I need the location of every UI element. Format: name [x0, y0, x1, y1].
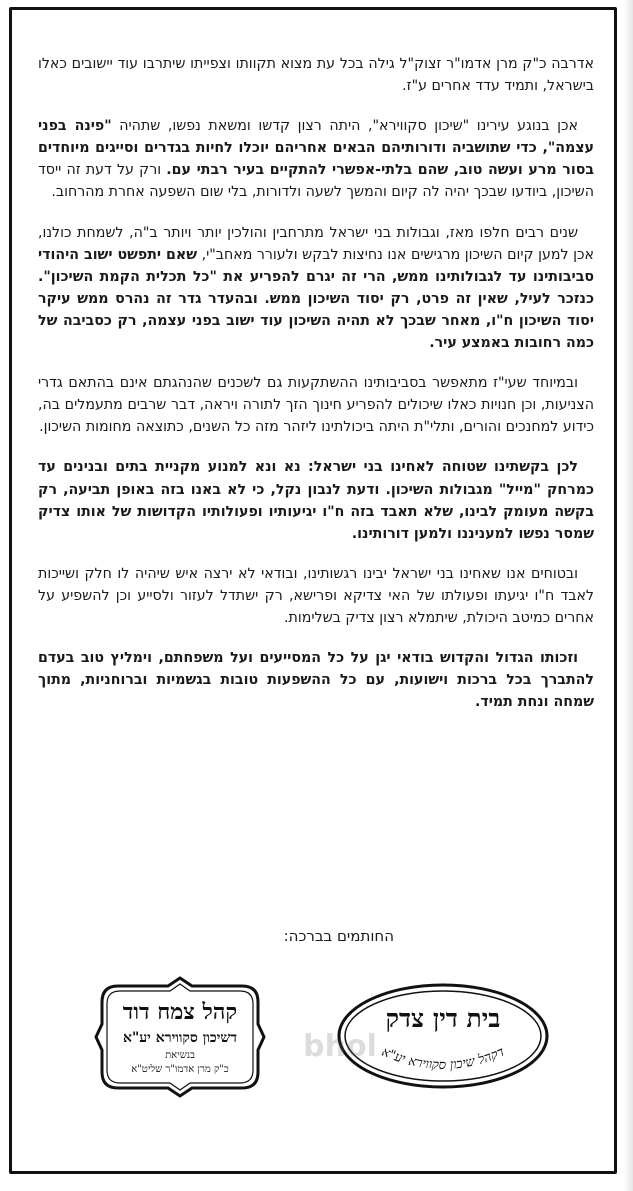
- paragraph-2-bold: "פינה בפני עצמה", כדי שתושביה ודורותיהם הבאים אחריהם יוכלו לחיות בגדרים וסייגים מיוחדים בסור מרע ועשה טוב, שהם בלתי-אפשרי להתקיים בעיר רבתי עם.: [38, 118, 594, 179]
- kehal-stamp-graphic: [92, 972, 268, 1102]
- kehal-tzemach-dovid-stamp: [92, 972, 268, 1102]
- paragraph-5-request: לכן בקשתינו שטוחה לאחינו בני ישראל: נא ונא למנוע מקניית בתים ובנינים עד כמרחק "מייל" מגבולות השיכון. ודעת לנבון נקל, כי לא באנו בזה באופן תביעה, רק בקשה מעומק לבינו, שלא תאבד בזה ח"ו יגיעותיו ופעולותיו הקדושות של אותו צדיק שמסר נפשו למעניננו ולמען דורותינו.: [38, 459, 594, 542]
- paragraph-7-blessing: וזכותו הגדול והקדוש בודאי יגן על כל המסייעים ועל משפחתם, וימליץ טוב בעדם להתברך בכל ברכות וישועות, עם כל ההשפעות טובות בגשמיות וברוחניות, מתוך שמחה ונחת תמיד.: [38, 650, 594, 711]
- paragraph-2-intro: אכן בנוגע עירינו "שיכון סקווירא", היתה רצון קדשו ומשאת נפשו, שתהיה: [111, 118, 578, 135]
- paragraph-3-bold: שאם יתפשט ישוב היהודי סביבותינו עד לגבולותינו ממש, הרי זה יגרם להפריע את "כל תכלית הקמת השיכון". כנזכר לעיל, שאין זה פרט, רק יסוד השיכון ממש. ובהעדר גדר זה נהרס ממש עיקר יסוד השיכון ח"ו, מאחר שבכך לא תהיה השיכון עוד ישוב בפני עצמה, רק כסביבה של כמה רחובות באמצע עיר.: [38, 246, 594, 352]
- paragraph-4: ובמיוחד שעי"ז מתאפשר בסביבותינו ההשתקעות גם לשכנים שהנהגתם אינם בהתאם גדרי הצניעות, וכן חנויות כאלו שיכולים להפריע חינוך הזך לתורה ויראה, דבר שרבים מתעמלים בה, כידוע למחנכים והורים, ותלי"ת היתה ביכולתינו ליזהר מזה כל השנים, כתוצאה מחומות השיכון.: [38, 375, 594, 436]
- kehal-stamp-line-3: בנשיאת: [165, 1050, 195, 1061]
- kehal-stamp-line-4: כ"ק מרן אדמו"ר שליט"א: [131, 1064, 229, 1075]
- paragraph-3: [38, 222, 594, 355]
- paragraph-2-end: ורק על דעת זה ייסד השיכון, ביודעו שבכך יהיה לה קיום והמשך לשעה ולדורות, בלי שום השפעה אחרת מהרחוב.: [38, 162, 594, 201]
- paragraph-2: [38, 115, 594, 203]
- paragraph-6: ובטוחים אנו שאחינו בני ישראל יבינו רגשותינו, ובודאי לא ירצה איש שיהיה לו חלק ושייכות לאבד ח"ו יגיעתו ופעולתו של האי צדיקא ופרישא, רק ישתדל לעזור ולסייע וכן להשפיע על אחרים כמיטב היכולת, שיתמלא רצון צדיק בשלימות.: [38, 565, 594, 626]
- watermark-text: bhol: [303, 1029, 377, 1064]
- signers-label: החותמים בברכה:: [283, 927, 394, 945]
- watermark-logo: [280, 1012, 400, 1082]
- beit-din-stamp-subtitle: דקהל שיכון סקווירא יע"א: [379, 1044, 507, 1074]
- paragraph-3-intro: שנים רבים חלפו מאז, וגבולות בני ישראל מתרחבין והולכין יותר ויותר ב"ה, לשמחת כולנו, אכן למען קיום השיכון מרגישים אנו נחיצות לבקש ולעורר מאחב"י,: [38, 224, 594, 263]
- letter-body: [38, 53, 594, 731]
- beit-din-stamp-title: בית דין צדק: [385, 1004, 501, 1033]
- paragraph-1: אדרבה כ"ק מרן אדמו"ר זצוק"ל גילה בכל עת מצוא תקוותו וצפייתו שיתרבו עוד יישובים כאלו בישראל, ותמיד עדד אחרים ע"ז.: [38, 56, 594, 95]
- page-edge-shadow: [623, 0, 633, 1191]
- kehal-stamp-title: קהל צמח דוד: [122, 999, 238, 1025]
- kehal-stamp-location: דשיכון סקווירא יע"א: [122, 1030, 238, 1046]
